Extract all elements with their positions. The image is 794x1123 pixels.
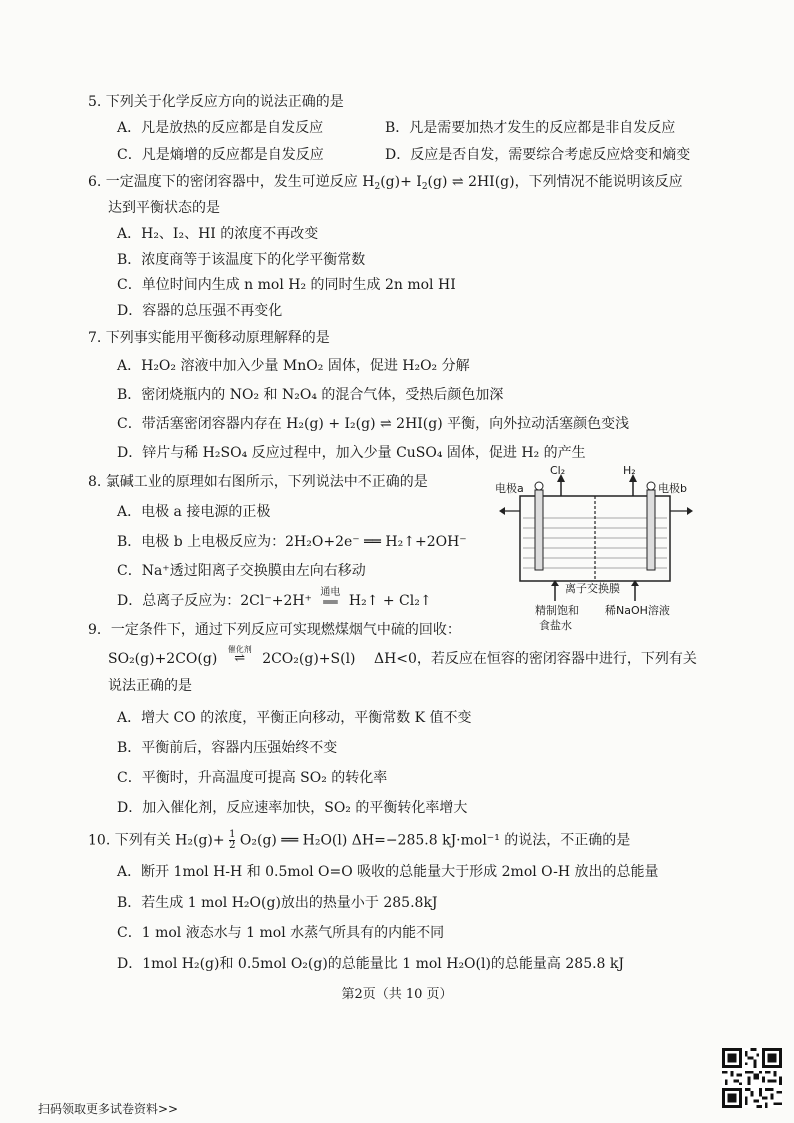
- q8-option-c: C．Na⁺透过阳离子交换膜由左向右移动: [117, 563, 366, 579]
- q5-option-a: A．凡是放热的反应都是自发反应: [117, 120, 324, 136]
- q5-stem: 5. 下列关于化学反应方向的说法正确的是: [88, 94, 344, 110]
- q6-stem-post: ，下列情况不能说明该反应: [514, 174, 683, 190]
- q6-stem-line2: 达到平衡状态的是: [108, 200, 220, 216]
- q9-stem-line2: 说法正确的是: [108, 678, 192, 694]
- q5-option-c: C．凡是熵增的反应都是自发反应: [117, 147, 324, 163]
- q7-stem: 7. 下列事实能用平衡移动原理解释的是: [88, 330, 330, 346]
- q6-option-a: A．H₂、I₂、HI 的浓度不再改变: [117, 226, 319, 242]
- q10-option-b: B．若生成 1 mol H₂O(g)放出的热量小于 285.8kJ: [117, 895, 438, 911]
- q8-option-d: [117, 587, 432, 611]
- q7-option-b: B．密闭烧瓶内的 NO₂ 和 N₂O₄ 的混合气体，受热后颜色加深: [117, 387, 504, 403]
- q8-option-a: A．电极 a 接电源的正极: [117, 504, 271, 520]
- q7-option-d: D．锌片与稀 H₂SO₄ 反应过程中，加入少量 CuSO₄ 固体，促进 H₂ 的产生: [117, 445, 586, 461]
- q9-option-c: C．平衡时，升高温度可提高 SO₂ 的转化率: [117, 770, 388, 786]
- q6-option-b: B．浓度商等于该温度下的化学平衡常数: [117, 252, 366, 268]
- q9-option-a: A．增大 CO 的浓度，平衡正向移动，平衡常数 K 值不变: [117, 710, 472, 726]
- q8-d-condition: 通电: [320, 587, 341, 598]
- q7-option-c: C．带活塞密闭容器内存在 H₂(g) + I₂(g) ⇌ 2HI(g) 平衡，向外拉动活塞颜色变浅: [117, 416, 630, 432]
- q10-option-c: C．1 mol 液态水与 1 mol 水蒸气所具有的内能不同: [117, 925, 445, 941]
- q10-frac-num: 1: [229, 829, 236, 840]
- h2-label: H₂: [623, 464, 636, 477]
- q6-stem-pre: 6. 一定温度下的密闭容器中，发生可逆反应 H: [88, 174, 375, 190]
- electrolysis-diagram: [495, 466, 725, 636]
- q9-eq-left: SO₂(g)+2CO(g): [108, 651, 218, 667]
- q10-stem: [88, 830, 630, 851]
- q8-d-post: H₂↑ + Cl₂↑: [348, 593, 432, 609]
- q9-stem: 9．一定条件下，通过下列反应可实现燃煤烟气中硫的回收：: [88, 622, 461, 638]
- scan-promo-link[interactable]: 扫码领取更多试卷资料>>: [38, 1102, 179, 1116]
- q9-eq-right: 2CO₂(g)+S(l): [262, 651, 356, 667]
- qr-code-icon[interactable]: [722, 1048, 782, 1108]
- q10-frac-den: 2: [229, 840, 236, 851]
- q9-option-d: D．加入催化剂，反应速率加快，SO₂ 的平衡转化率增大: [117, 800, 468, 816]
- q8-d-pre: D．总离子反应为：2Cl⁻+2H⁺: [117, 593, 312, 609]
- q6-option-c: C．单位时间内生成 n mol H₂ 的同时生成 2n mol HI: [117, 277, 456, 293]
- q8-d-arrow: 通电 ══: [320, 587, 341, 609]
- cl2-label: Cl₂: [550, 464, 566, 477]
- q7-option-a: A．H₂O₂ 溶液中加入少量 MnO₂ 固体，促进 H₂O₂ 分解: [117, 358, 470, 374]
- q9-eq-arrow: 催化剂 ⇌: [227, 645, 252, 666]
- q10-stem-pre: 10. 下列有关 H₂(g)+: [88, 832, 225, 849]
- page-number: 第2页（共 10 页）: [341, 987, 453, 1002]
- right-feed-label: 稀NaOH溶液: [605, 604, 670, 617]
- q6-stem: 6. 一定温度下的密闭容器中，发生可逆反应 $H_2(g)+ I_2(g)$ ⇌ 2HI(g)，下列情况不能说明该反应: [88, 174, 683, 192]
- left-feed-label-2: 食盐水: [539, 619, 572, 632]
- q6-option-d: D．容器的总压强不再变化: [117, 303, 283, 319]
- q10-stem-post: O₂(g) ══ H₂O(l) ΔH=−285.8 kJ·mol⁻¹ 的说法，不正确的是: [239, 832, 631, 849]
- q9-option-b: B．平衡前后，容器内压强始终不变: [117, 740, 338, 756]
- q10-fraction: [229, 830, 235, 851]
- left-feed-label: 精制饱和: [535, 604, 579, 617]
- q5-option-b: B．凡是需要加热才发生的反应都是非自发反应: [385, 120, 676, 136]
- q8-stem: 8. 氯碱工业的原理如右图所示，下列说法中不正确的是: [88, 474, 428, 490]
- q10-option-a: A．断开 1mol H-H 和 0.5mol O=O 吸收的总能量大于形成 2mol O-H 放出的总能量: [117, 864, 659, 880]
- q8-option-b: B．电极 b 上电极反应为：2H₂O+2e⁻ ══ H₂↑+2OH⁻: [117, 534, 467, 550]
- electrode-b-label: 电极b: [658, 482, 687, 495]
- q9-eq-condition: ΔH<0，若反应在恒容的密闭容器中进行，下列有关: [373, 651, 697, 667]
- q9-eq-catalyst: 催化剂: [227, 645, 252, 654]
- q10-option-d: D．1mol H₂(g)和 0.5mol O₂(g)的总能量比 1 mol H₂O(l)的总能量高 285.8 kJ: [117, 956, 625, 972]
- q5-option-d: D．反应是否自发，需要综合考虑反应焓变和熵变: [385, 147, 691, 163]
- q9-equation: [108, 645, 697, 669]
- membrane-label: 离子交换膜: [565, 582, 620, 595]
- electrode-a-label: 电极a: [495, 482, 524, 495]
